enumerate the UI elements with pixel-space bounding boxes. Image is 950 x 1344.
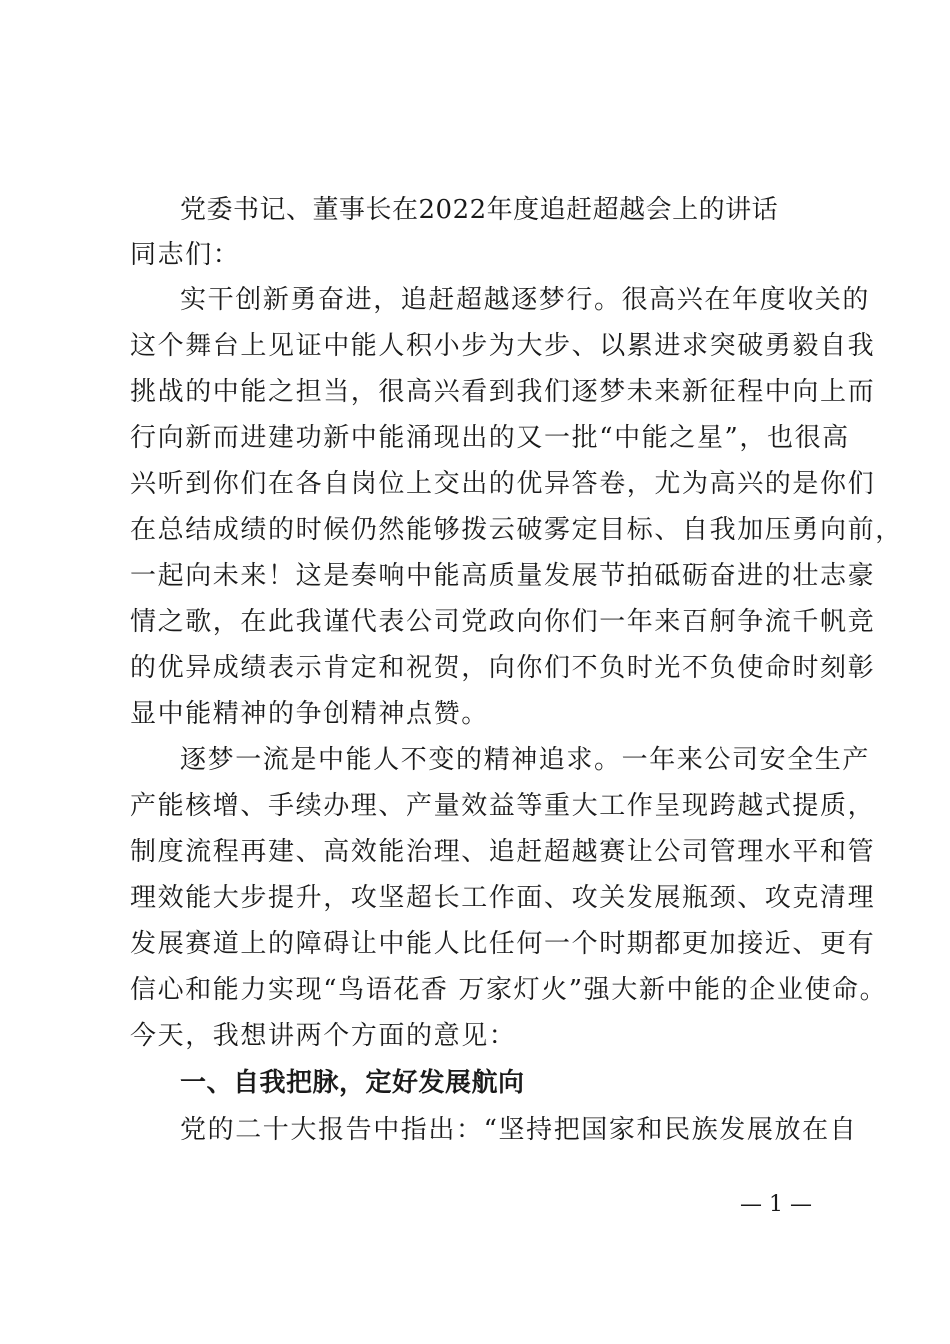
paragraph-line: 信心和能力实现“鸟语花香 万家灯火”强大新中能的企业使命。 xyxy=(130,975,888,1005)
paragraph-line: 行向新而进建功新中能涌现出的又一批“中能之星”，也很高 xyxy=(130,423,850,453)
paragraph-line: 今天，我想讲两个方面的意见： xyxy=(130,1021,517,1051)
salutation: 同志们： xyxy=(130,240,241,270)
paragraph-line: 兴听到你们在各自岗位上交出的优异答卷，尤为高兴的是你们 xyxy=(130,469,876,499)
paragraph-line: 显中能精神的争创精神点赞。 xyxy=(130,699,489,729)
paragraph-line: 党的二十大报告中指出：“坚持把国家和民族发展放在自 xyxy=(180,1115,858,1145)
paragraph-line: 挑战的中能之担当，很高兴看到我们逐梦未来新征程中向上而 xyxy=(130,377,876,407)
paragraph-line: 的优异成绩表示肯定和祝贺，向你们不负时光不负使命时刻彰 xyxy=(130,653,876,683)
section-heading-1: 一、自我把脉，定好发展航向 xyxy=(180,1068,525,1098)
paragraph-line: 制度流程再建、高效能治理、追赶超越赛让公司管理水平和管 xyxy=(130,837,876,867)
paragraph-line: 理效能大步提升，攻坚超长工作面、攻关发展瓶颈、攻克清理 xyxy=(130,883,876,913)
paragraph-line: 逐梦一流是中能人不变的精神追求。一年来公司安全生产 xyxy=(180,745,871,775)
paragraph-line: 产能核增、手续办理、产量效益等重大工作呈现跨越式提质， xyxy=(130,791,876,821)
paragraph-line: 发展赛道上的障碍让中能人比任何一个时期都更加接近、更有 xyxy=(130,929,876,959)
paragraph-line: 这个舞台上见证中能人积小步为大步、以累进求突破勇毅自我 xyxy=(130,331,876,361)
paragraph-line: 情之歌，在此我谨代表公司党政向你们一年来百舸争流千帆竞 xyxy=(130,607,876,637)
paragraph-line: 一起向未来！这是奏响中能高质量发展节拍砥砺奋进的壮志豪 xyxy=(130,561,876,591)
paragraph-line: 在总结成绩的时候仍然能够拨云破雾定目标、自我加压勇向前， xyxy=(130,515,903,545)
document-title: 党委书记、董事长在2022年度追赶超越会上的讲话 xyxy=(180,195,779,225)
page-number: — 1 — xyxy=(740,1192,812,1217)
paragraph-line: 实干创新勇奋进，追赶超越逐梦行。很高兴在年度收关的 xyxy=(180,285,871,315)
